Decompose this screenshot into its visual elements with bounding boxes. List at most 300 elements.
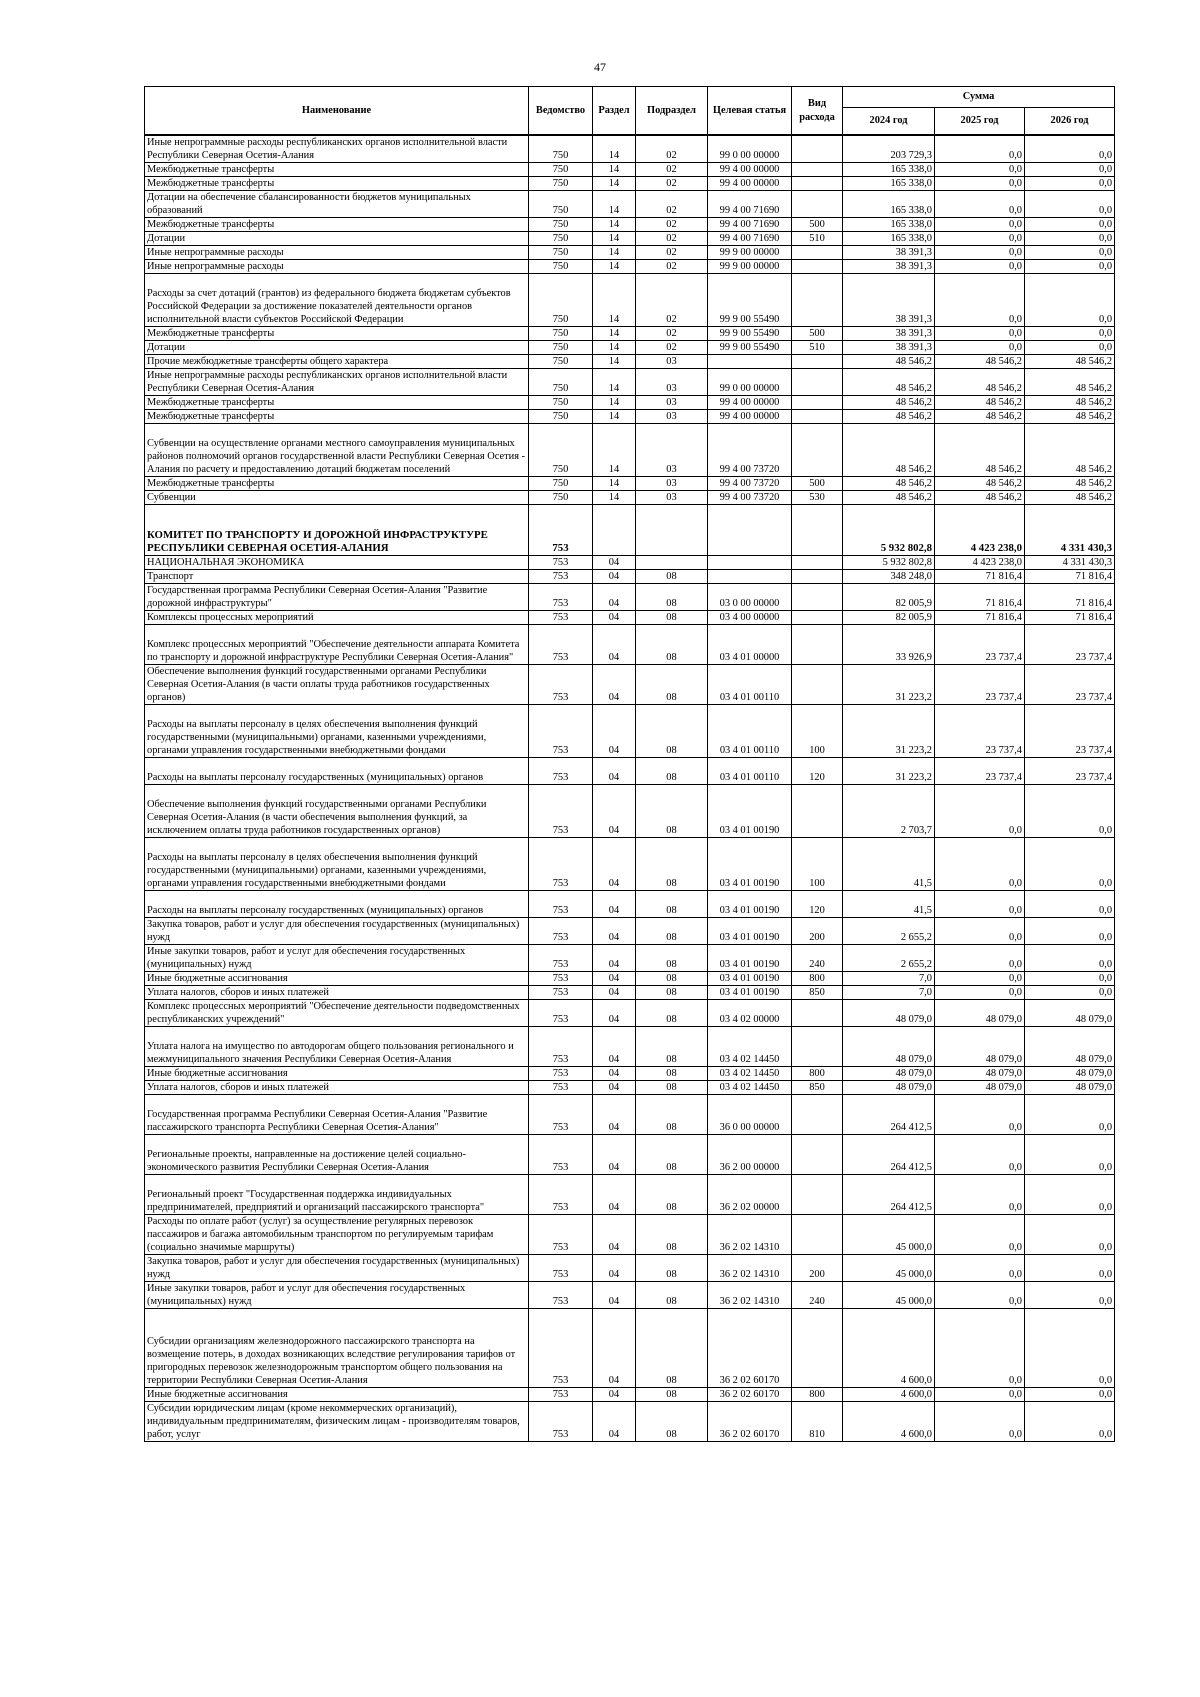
cell-vid-rashoda: [792, 246, 843, 260]
cell-vid-rashoda: [792, 570, 843, 584]
cell-sum-2024: 33 926,9: [843, 625, 935, 665]
cell-razdel: 04: [593, 838, 636, 891]
cell-razdel: 14: [593, 410, 636, 424]
cell-sum-2024: 38 391,3: [843, 260, 935, 274]
cell-podrazdel: [636, 505, 708, 556]
table-row: [145, 838, 1115, 891]
cell-sum-2024: 2 655,2: [843, 918, 935, 945]
cell-podrazdel: 02: [636, 191, 708, 218]
cell-podrazdel: 08: [636, 1388, 708, 1402]
cell-razdel: 14: [593, 232, 636, 246]
cell-sum-2026: 0,0: [1025, 891, 1115, 918]
cell-razdel: 04: [593, 1309, 636, 1388]
cell-vid-rashoda: [792, 611, 843, 625]
cell-sum-2026: 23 737,4: [1025, 625, 1115, 665]
cell-name: Расходы за счет дотаций (грантов) из федерального бюджета бюджетам субъектов Российской Федерации за достижение показателей деятельности органов исполнительной власти субъектов Российской Федерации: [145, 274, 529, 327]
table-row: [145, 570, 1115, 584]
table-row: [145, 945, 1115, 972]
cell-celevaya-statya: 03 4 01 00190: [708, 918, 792, 945]
cell-vid-rashoda: [792, 505, 843, 556]
cell-celevaya-statya: [708, 355, 792, 369]
cell-razdel: 14: [593, 191, 636, 218]
table-row: [145, 341, 1115, 355]
cell-razdel: 04: [593, 556, 636, 570]
cell-celevaya-statya: 36 2 02 60170: [708, 1309, 792, 1388]
cell-sum-2025: 0,0: [935, 274, 1025, 327]
cell-vedomstvo: 750: [529, 246, 593, 260]
col-header-summa: Сумма: [843, 87, 1115, 108]
cell-sum-2026: 0,0: [1025, 1388, 1115, 1402]
cell-sum-2024: 165 338,0: [843, 163, 935, 177]
cell-vedomstvo: 753: [529, 1175, 593, 1215]
cell-sum-2025: 0,0: [935, 135, 1025, 163]
table-row: [145, 355, 1115, 369]
cell-vedomstvo: 750: [529, 410, 593, 424]
cell-name: Комплекс процессных мероприятий "Обеспечение деятельности подведомственных республиканских учреждений": [145, 1000, 529, 1027]
cell-sum-2025: 23 737,4: [935, 758, 1025, 785]
cell-razdel: 14: [593, 477, 636, 491]
cell-name: Прочие межбюджетные трансферты общего характера: [145, 355, 529, 369]
cell-celevaya-statya: 99 4 00 73720: [708, 477, 792, 491]
cell-vid-rashoda: 500: [792, 218, 843, 232]
cell-name: Расходы на выплаты персоналу в целях обеспечения выполнения функций государственными (муниципальными) органами, казенными учреждениями, органами управления государственными внебюджетными фондами: [145, 705, 529, 758]
cell-sum-2025: 71 816,4: [935, 611, 1025, 625]
cell-razdel: 04: [593, 1175, 636, 1215]
cell-sum-2024: 165 338,0: [843, 232, 935, 246]
cell-sum-2024: 203 729,3: [843, 135, 935, 163]
cell-sum-2025: 4 423 238,0: [935, 505, 1025, 556]
cell-sum-2024: 7,0: [843, 972, 935, 986]
table-row: [145, 1135, 1115, 1175]
budget-table: [144, 86, 1115, 1442]
cell-name: Межбюджетные трансферты: [145, 177, 529, 191]
cell-celevaya-statya: [708, 505, 792, 556]
table-row: [145, 625, 1115, 665]
cell-celevaya-statya: 99 4 00 73720: [708, 424, 792, 477]
cell-vid-rashoda: 200: [792, 918, 843, 945]
cell-podrazdel: 08: [636, 891, 708, 918]
cell-razdel: 04: [593, 584, 636, 611]
cell-vedomstvo: 750: [529, 369, 593, 396]
cell-name: Закупка товаров, работ и услуг для обеспечения государственных (муниципальных) нужд: [145, 1255, 529, 1282]
cell-podrazdel: 08: [636, 972, 708, 986]
cell-name: Иные бюджетные ассигнования: [145, 1388, 529, 1402]
cell-vid-rashoda: [792, 1027, 843, 1067]
cell-sum-2025: 0,0: [935, 1282, 1025, 1309]
cell-sum-2025: 48 546,2: [935, 477, 1025, 491]
cell-sum-2026: 71 816,4: [1025, 584, 1115, 611]
cell-celevaya-statya: 36 2 02 14310: [708, 1215, 792, 1255]
cell-celevaya-statya: 03 4 01 00190: [708, 838, 792, 891]
cell-sum-2024: 82 005,9: [843, 611, 935, 625]
cell-vid-rashoda: 800: [792, 1388, 843, 1402]
cell-razdel: 04: [593, 1255, 636, 1282]
cell-celevaya-statya: 99 4 00 71690: [708, 191, 792, 218]
cell-vedomstvo: 753: [529, 1000, 593, 1027]
cell-vedomstvo: 753: [529, 785, 593, 838]
cell-vid-rashoda: [792, 1309, 843, 1388]
cell-celevaya-statya: 03 4 01 00190: [708, 972, 792, 986]
cell-sum-2024: 165 338,0: [843, 191, 935, 218]
cell-vid-rashoda: [792, 1215, 843, 1255]
cell-podrazdel: 08: [636, 625, 708, 665]
cell-sum-2025: 71 816,4: [935, 584, 1025, 611]
cell-podrazdel: 08: [636, 1282, 708, 1309]
cell-name: Расходы на выплаты персоналу государственных (муниципальных) органов: [145, 758, 529, 785]
cell-sum-2025: 0,0: [935, 891, 1025, 918]
cell-vedomstvo: 753: [529, 986, 593, 1000]
cell-podrazdel: 08: [636, 665, 708, 705]
table-row: [145, 260, 1115, 274]
table-row: [145, 505, 1115, 556]
cell-sum-2024: 31 223,2: [843, 758, 935, 785]
cell-razdel: 04: [593, 1215, 636, 1255]
cell-razdel: 04: [593, 1095, 636, 1135]
cell-razdel: 04: [593, 918, 636, 945]
cell-sum-2025: 0,0: [935, 232, 1025, 246]
cell-celevaya-statya: 03 4 01 00190: [708, 986, 792, 1000]
table-row: [145, 972, 1115, 986]
cell-vid-rashoda: [792, 410, 843, 424]
cell-vedomstvo: 750: [529, 477, 593, 491]
cell-name: Иные непрограммные расходы: [145, 246, 529, 260]
cell-sum-2024: 48 079,0: [843, 1000, 935, 1027]
cell-celevaya-statya: 99 4 00 71690: [708, 218, 792, 232]
cell-sum-2026: 0,0: [1025, 218, 1115, 232]
cell-celevaya-statya: 03 4 00 00000: [708, 611, 792, 625]
cell-name: Субсидии организациям железнодорожного пассажирского транспорта на возмещение потерь, в доходах возникающих вследствие регулирования тарифов от пригородных перевозок железнодорожным транспортом общего пользования на территории Республики Северная Осетия-Алания: [145, 1309, 529, 1388]
cell-sum-2026: 48 546,2: [1025, 410, 1115, 424]
cell-celevaya-statya: 36 0 00 00000: [708, 1095, 792, 1135]
cell-sum-2025: 0,0: [935, 163, 1025, 177]
col-header-2024: 2024 год: [843, 108, 935, 136]
cell-podrazdel: 03: [636, 396, 708, 410]
cell-vedomstvo: 753: [529, 1081, 593, 1095]
cell-sum-2026: 71 816,4: [1025, 570, 1115, 584]
cell-celevaya-statya: 03 4 02 14450: [708, 1081, 792, 1095]
cell-sum-2025: 0,0: [935, 1135, 1025, 1175]
cell-sum-2025: 0,0: [935, 341, 1025, 355]
cell-sum-2024: 48 546,2: [843, 410, 935, 424]
table-row: [145, 1081, 1115, 1095]
cell-sum-2024: 38 391,3: [843, 327, 935, 341]
cell-razdel: 04: [593, 705, 636, 758]
cell-vid-rashoda: [792, 355, 843, 369]
table-row: [145, 1388, 1115, 1402]
cell-sum-2024: 2 655,2: [843, 945, 935, 972]
cell-name: Государственная программа Республики Северная Осетия-Алания "Развитие пассажирского транспорта Республики Северная Осетия-Алания": [145, 1095, 529, 1135]
cell-celevaya-statya: 99 4 00 71690: [708, 232, 792, 246]
cell-sum-2026: 0,0: [1025, 246, 1115, 260]
cell-celevaya-statya: 03 4 01 00110: [708, 665, 792, 705]
cell-podrazdel: 03: [636, 491, 708, 505]
table-body: [145, 135, 1115, 1442]
cell-sum-2025: 48 546,2: [935, 410, 1025, 424]
cell-sum-2025: 48 546,2: [935, 369, 1025, 396]
cell-sum-2026: 0,0: [1025, 260, 1115, 274]
cell-celevaya-statya: [708, 570, 792, 584]
cell-celevaya-statya: 03 4 01 00000: [708, 625, 792, 665]
col-header-vid-rashoda: Вид расхода: [792, 87, 843, 136]
cell-sum-2026: 0,0: [1025, 191, 1115, 218]
cell-celevaya-statya: 99 9 00 55490: [708, 274, 792, 327]
cell-sum-2026: 0,0: [1025, 1282, 1115, 1309]
table-row: [145, 218, 1115, 232]
cell-sum-2026: 0,0: [1025, 1402, 1115, 1442]
cell-razdel: 14: [593, 246, 636, 260]
cell-name: Межбюджетные трансферты: [145, 163, 529, 177]
cell-sum-2025: 0,0: [935, 945, 1025, 972]
cell-celevaya-statya: 03 4 01 00190: [708, 945, 792, 972]
cell-vid-rashoda: 810: [792, 1402, 843, 1442]
table-row: [145, 1175, 1115, 1215]
table-row: [145, 369, 1115, 396]
cell-sum-2024: 5 932 802,8: [843, 505, 935, 556]
cell-celevaya-statya: [708, 556, 792, 570]
cell-sum-2026: 0,0: [1025, 177, 1115, 191]
cell-celevaya-statya: 99 4 00 00000: [708, 163, 792, 177]
cell-razdel: 14: [593, 341, 636, 355]
table-row: [145, 705, 1115, 758]
cell-celevaya-statya: 03 4 02 14450: [708, 1027, 792, 1067]
cell-celevaya-statya: 03 4 02 00000: [708, 1000, 792, 1027]
cell-razdel: 04: [593, 665, 636, 705]
table-row: [145, 163, 1115, 177]
cell-vid-rashoda: [792, 396, 843, 410]
cell-name: Субвенции: [145, 491, 529, 505]
cell-sum-2025: 0,0: [935, 260, 1025, 274]
cell-podrazdel: 08: [636, 1309, 708, 1388]
cell-razdel: 14: [593, 424, 636, 477]
cell-podrazdel: 02: [636, 260, 708, 274]
cell-vid-rashoda: [792, 369, 843, 396]
cell-sum-2024: 48 546,2: [843, 491, 935, 505]
cell-name: Расходы по оплате работ (услуг) за осуществление регулярных перевозок пассажиров и багажа автомобильным транспортом по регулируемым тарифам (социально значимые маршруты): [145, 1215, 529, 1255]
cell-name: Комплекс процессных мероприятий "Обеспечение деятельности аппарата Комитета по транспорту и дорожной инфраструктуре Республики Северная Осетия-Алания": [145, 625, 529, 665]
cell-celevaya-statya: 36 2 02 14310: [708, 1255, 792, 1282]
cell-name: Расходы на выплаты персоналу в целях обеспечения выполнения функций государственными (муниципальными) органами, казенными учреждениями, органами управления государственными внебюджетными фондами: [145, 838, 529, 891]
table-row: [145, 1255, 1115, 1282]
cell-razdel: 04: [593, 570, 636, 584]
cell-vedomstvo: 750: [529, 191, 593, 218]
col-header-razdel: Раздел: [593, 87, 636, 136]
cell-sum-2024: 38 391,3: [843, 246, 935, 260]
cell-vedomstvo: 753: [529, 1309, 593, 1388]
cell-razdel: 04: [593, 972, 636, 986]
cell-podrazdel: 08: [636, 1135, 708, 1175]
cell-vedomstvo: 753: [529, 972, 593, 986]
cell-sum-2026: 0,0: [1025, 1255, 1115, 1282]
cell-podrazdel: 08: [636, 570, 708, 584]
cell-vid-rashoda: [792, 584, 843, 611]
cell-sum-2026: 0,0: [1025, 1309, 1115, 1388]
cell-name: Уплата налогов, сборов и иных платежей: [145, 986, 529, 1000]
cell-vedomstvo: 753: [529, 1135, 593, 1175]
table-row: [145, 986, 1115, 1000]
table-row: [145, 1095, 1115, 1135]
cell-sum-2026: 0,0: [1025, 945, 1115, 972]
cell-podrazdel: 02: [636, 246, 708, 260]
cell-vedomstvo: 753: [529, 1027, 593, 1067]
cell-celevaya-statya: 03 4 01 00190: [708, 785, 792, 838]
cell-sum-2025: 0,0: [935, 1215, 1025, 1255]
cell-vedomstvo: 753: [529, 1215, 593, 1255]
cell-podrazdel: 03: [636, 410, 708, 424]
cell-vid-rashoda: [792, 163, 843, 177]
cell-sum-2025: 0,0: [935, 918, 1025, 945]
cell-sum-2025: 0,0: [935, 1309, 1025, 1388]
cell-celevaya-statya: 36 2 02 00000: [708, 1175, 792, 1215]
cell-vedomstvo: 753: [529, 611, 593, 625]
cell-sum-2025: 48 546,2: [935, 396, 1025, 410]
col-header-2026: 2026 год: [1025, 108, 1115, 136]
cell-vid-rashoda: [792, 785, 843, 838]
cell-sum-2024: 4 600,0: [843, 1388, 935, 1402]
cell-sum-2024: 264 412,5: [843, 1175, 935, 1215]
cell-sum-2024: 45 000,0: [843, 1215, 935, 1255]
table-row: [145, 1000, 1115, 1027]
cell-sum-2026: 23 737,4: [1025, 665, 1115, 705]
cell-name: Иные непрограммные расходы: [145, 260, 529, 274]
cell-sum-2026: 0,0: [1025, 1095, 1115, 1135]
cell-razdel: 14: [593, 218, 636, 232]
cell-sum-2024: 48 546,2: [843, 424, 935, 477]
cell-razdel: 14: [593, 274, 636, 327]
cell-sum-2025: 48 079,0: [935, 1027, 1025, 1067]
cell-sum-2025: 0,0: [935, 177, 1025, 191]
cell-sum-2026: 0,0: [1025, 274, 1115, 327]
cell-podrazdel: 02: [636, 341, 708, 355]
cell-sum-2026: 48 079,0: [1025, 1081, 1115, 1095]
cell-podrazdel: 08: [636, 838, 708, 891]
cell-sum-2026: 0,0: [1025, 1135, 1115, 1175]
cell-podrazdel: 08: [636, 1175, 708, 1215]
cell-vedomstvo: 753: [529, 625, 593, 665]
cell-podrazdel: 08: [636, 1027, 708, 1067]
cell-celevaya-statya: 99 9 00 00000: [708, 246, 792, 260]
cell-sum-2024: 31 223,2: [843, 705, 935, 758]
cell-podrazdel: 02: [636, 177, 708, 191]
cell-vid-rashoda: 200: [792, 1255, 843, 1282]
cell-name: Дотации: [145, 341, 529, 355]
cell-sum-2024: 2 703,7: [843, 785, 935, 838]
cell-vid-rashoda: 100: [792, 838, 843, 891]
cell-name: КОМИТЕТ ПО ТРАНСПОРТУ И ДОРОЖНОЙ ИНФРАСТРУКТУРЕ РЕСПУБЛИКИ СЕВЕРНАЯ ОСЕТИЯ-АЛАНИЯ: [145, 505, 529, 556]
cell-name: Иные непрограммные расходы республиканских органов исполнительной власти Республики Северная Осетия-Алания: [145, 135, 529, 163]
cell-celevaya-statya: 03 4 01 00110: [708, 705, 792, 758]
table-row: [145, 1067, 1115, 1081]
cell-sum-2026: 48 079,0: [1025, 1000, 1115, 1027]
cell-celevaya-statya: 03 4 01 00190: [708, 891, 792, 918]
table-row: [145, 491, 1115, 505]
cell-celevaya-statya: 99 0 00 00000: [708, 369, 792, 396]
cell-vedomstvo: 750: [529, 177, 593, 191]
cell-sum-2025: 0,0: [935, 246, 1025, 260]
cell-name: Межбюджетные трансферты: [145, 396, 529, 410]
cell-vedomstvo: 753: [529, 505, 593, 556]
cell-podrazdel: 03: [636, 424, 708, 477]
cell-podrazdel: 08: [636, 986, 708, 1000]
cell-podrazdel: 02: [636, 163, 708, 177]
cell-sum-2025: 48 546,2: [935, 355, 1025, 369]
table-row: [145, 191, 1115, 218]
cell-vid-rashoda: [792, 556, 843, 570]
cell-vedomstvo: 753: [529, 1402, 593, 1442]
cell-sum-2024: 4 600,0: [843, 1309, 935, 1388]
cell-vid-rashoda: [792, 1095, 843, 1135]
table-row: [145, 611, 1115, 625]
cell-vedomstvo: 750: [529, 274, 593, 327]
cell-podrazdel: 08: [636, 918, 708, 945]
cell-vedomstvo: 750: [529, 260, 593, 274]
cell-sum-2026: 48 546,2: [1025, 424, 1115, 477]
cell-vedomstvo: 750: [529, 396, 593, 410]
cell-sum-2025: 0,0: [935, 838, 1025, 891]
table-row: [145, 232, 1115, 246]
cell-vedomstvo: 753: [529, 1388, 593, 1402]
table-row: [145, 1282, 1115, 1309]
cell-vid-rashoda: 800: [792, 1067, 843, 1081]
cell-sum-2025: 0,0: [935, 218, 1025, 232]
cell-name: Уплата налога на имущество по автодорогам общего пользования регионального и межмуниципального значения Республики Северная Осетия-Алания: [145, 1027, 529, 1067]
cell-celevaya-statya: 99 0 00 00000: [708, 135, 792, 163]
cell-sum-2024: 165 338,0: [843, 218, 935, 232]
table-row: [145, 584, 1115, 611]
table-row: [145, 1309, 1115, 1388]
cell-sum-2024: 41,5: [843, 891, 935, 918]
cell-podrazdel: 02: [636, 274, 708, 327]
cell-razdel: 04: [593, 1402, 636, 1442]
cell-sum-2026: 0,0: [1025, 972, 1115, 986]
cell-razdel: 04: [593, 1081, 636, 1095]
cell-sum-2026: 0,0: [1025, 341, 1115, 355]
cell-podrazdel: 08: [636, 1255, 708, 1282]
cell-sum-2026: 48 546,2: [1025, 396, 1115, 410]
cell-vid-rashoda: 120: [792, 891, 843, 918]
col-header-celevaya-statya: Целевая статья: [708, 87, 792, 136]
cell-sum-2024: 348 248,0: [843, 570, 935, 584]
cell-vedomstvo: 753: [529, 705, 593, 758]
cell-podrazdel: 02: [636, 135, 708, 163]
cell-celevaya-statya: 99 9 00 55490: [708, 341, 792, 355]
cell-sum-2025: 48 546,2: [935, 491, 1025, 505]
cell-sum-2024: 5 932 802,8: [843, 556, 935, 570]
cell-razdel: 14: [593, 396, 636, 410]
cell-sum-2025: 0,0: [935, 1095, 1025, 1135]
cell-sum-2025: 0,0: [935, 1255, 1025, 1282]
table-row: [145, 1027, 1115, 1067]
cell-razdel: 14: [593, 260, 636, 274]
cell-razdel: 04: [593, 1388, 636, 1402]
cell-vid-rashoda: [792, 1000, 843, 1027]
cell-sum-2025: 0,0: [935, 1175, 1025, 1215]
cell-name: Иные бюджетные ассигнования: [145, 1067, 529, 1081]
cell-sum-2026: 4 331 430,3: [1025, 505, 1115, 556]
cell-podrazdel: 08: [636, 584, 708, 611]
cell-celevaya-statya: 03 4 01 00110: [708, 758, 792, 785]
cell-sum-2026: 48 546,2: [1025, 491, 1115, 505]
cell-sum-2024: 264 412,5: [843, 1135, 935, 1175]
cell-sum-2026: 48 546,2: [1025, 477, 1115, 491]
cell-name: Субвенции на осуществление органами местного самоуправления муниципальных районов полномочий органов государственной власти Республики Северная Осетия - Алания по расчету и предоставлению дотаций бюджетам поселений: [145, 424, 529, 477]
cell-vid-rashoda: 120: [792, 758, 843, 785]
cell-vid-rashoda: 510: [792, 232, 843, 246]
cell-vedomstvo: 753: [529, 758, 593, 785]
cell-sum-2026: 48 546,2: [1025, 355, 1115, 369]
cell-sum-2025: 4 423 238,0: [935, 556, 1025, 570]
cell-podrazdel: 02: [636, 232, 708, 246]
table-row: [145, 477, 1115, 491]
